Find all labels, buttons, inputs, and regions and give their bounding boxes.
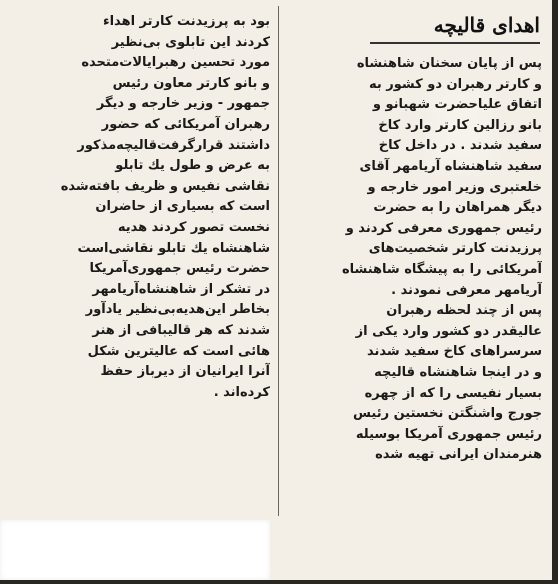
article-line: دیگر همراهان را به حضرت xyxy=(373,200,542,216)
article-line: سفید شدند . در داخل کاخ xyxy=(378,138,542,154)
article-line: بسیار نفیسی را که از چهره xyxy=(364,385,542,401)
article-line: و کارتر رهبران دو کشور به xyxy=(369,76,542,92)
article-line: عالیقدر دو کشور وارد یکی از xyxy=(355,323,542,339)
article-line: پس از پایان سخنان شاهنشاه xyxy=(356,56,542,71)
article-line: رئیس جمهوری آمریکا بوسیله xyxy=(355,426,542,442)
article-line: پرزیدنت کارتر شخصیت‌های xyxy=(368,241,542,257)
article-line: سفید شاهنشاه آریامهر آقای xyxy=(359,158,542,174)
article-line: سرسراهای کاخ سفید شدند xyxy=(366,344,542,360)
article-column-right xyxy=(290,54,542,466)
article-line: جورج واشنگتن نخستین رئیس xyxy=(353,406,542,422)
article-line: رهبران آمریکائی که حضور xyxy=(101,116,270,132)
article-line: کرده‌اند . xyxy=(213,384,270,400)
article-line: است که بسیاری از حاضران xyxy=(95,199,270,215)
article-line: آمریکائی را به پیشگاه شاهنشاه xyxy=(341,261,542,277)
article-line: آنرا ایرانیان از دیرباز حفظ xyxy=(100,364,270,380)
article-line: نقاشی نفیس و ظریف بافته‌شده xyxy=(60,178,270,194)
article-line: و در اینجا شاهنشاه قالیچه xyxy=(374,364,542,380)
article-line: بود به پرزیدنت کارتر اهداء xyxy=(102,14,270,29)
article-line: نخست تصور کردند هدیه xyxy=(117,219,270,235)
article-line: شاهنشاه یك تابلو نقاشی‌است xyxy=(77,240,270,256)
article-line: و بانو کارتر معاون رئیس xyxy=(112,75,270,91)
article-line: شدند که هر قالیبافی از هنر xyxy=(92,322,270,338)
article-line: هائی است که عالیترین شکل xyxy=(87,343,270,359)
article-line: رئیس جمهوری معرفی کردند و xyxy=(345,220,542,236)
article-line: آریامهر معرفی نمودند . xyxy=(391,282,542,298)
article-line: خلعتبری وزیر امور خارجه و xyxy=(367,179,542,195)
article-line: مورد تحسین رهبرایالات‌متحده xyxy=(81,55,270,71)
article-line: جمهور - وزیر خارجه و دیگر xyxy=(96,96,270,112)
article-line: پس از چند لحظه رهبران xyxy=(386,303,542,319)
article-line: کردند این تابلوی بی‌نظیر xyxy=(111,34,270,50)
article-line: حضرت رئیس جمهوری‌آمریکا xyxy=(89,261,270,277)
article-column-left xyxy=(8,12,270,403)
article-line: بانو رزالین کارتر وارد کاخ xyxy=(378,117,542,133)
article-line: اتفاق علیاحضرت شهبانو و xyxy=(372,97,542,113)
article-line: بخاطر این‌هدیه‌بی‌نظیر یادآور xyxy=(85,302,270,318)
article-line: به عرض و طول یك تابلو xyxy=(115,158,270,174)
column-divider xyxy=(278,6,279,516)
tape-patch xyxy=(0,520,270,580)
article-headline: اهدای قالیچه xyxy=(370,8,540,44)
article-line: داشتند قرارگرفت‌قالیچه‌مذکور xyxy=(77,137,270,153)
article-line: در تشکر از شاهنشاه‌آریامهر xyxy=(92,281,270,297)
article-line: هنرمندان ایرانی تهیه شده xyxy=(375,447,542,463)
